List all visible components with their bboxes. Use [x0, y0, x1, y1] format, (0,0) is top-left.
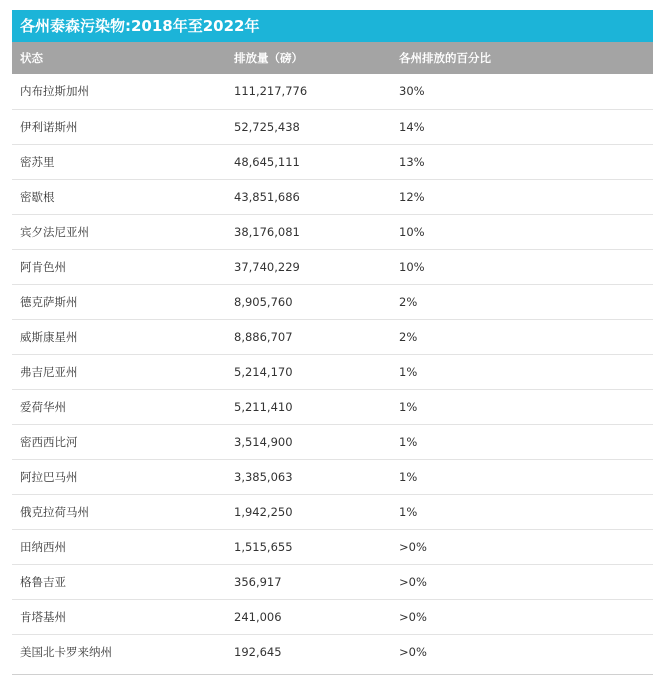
cell-percent: 14%: [399, 119, 425, 134]
table-row: [12, 319, 653, 354]
table-row: [12, 179, 653, 214]
cell-emissions: 192,645: [234, 644, 282, 659]
table-row: [12, 284, 653, 319]
cell-percent: 13%: [399, 154, 425, 169]
cell-percent: 30%: [399, 84, 425, 99]
cell-state: 内布拉斯加州: [20, 84, 89, 99]
cell-emissions: 43,851,686: [234, 189, 300, 204]
cell-state: 宾夕法尼亚州: [20, 224, 89, 239]
cell-state: 格鲁吉亚: [20, 574, 66, 589]
cell-state: 密西西比河: [20, 434, 78, 449]
cell-percent: 10%: [399, 259, 425, 274]
table-body: [12, 74, 653, 669]
table-row: [12, 634, 653, 669]
table-row: [12, 214, 653, 249]
cell-state: 田纳西州: [20, 539, 66, 554]
cell-emissions: 37,740,229: [234, 259, 300, 274]
cell-emissions: 1,942,250: [234, 504, 293, 519]
cell-state: 阿拉巴马州: [20, 469, 78, 484]
cell-emissions: 356,917: [234, 574, 282, 589]
cell-emissions: 52,725,438: [234, 119, 300, 134]
cell-percent: >0%: [399, 574, 427, 589]
table-row: [12, 529, 653, 564]
cell-emissions: 3,514,900: [234, 434, 293, 449]
cell-emissions: 8,886,707: [234, 329, 293, 344]
table-row: [12, 564, 653, 599]
cell-percent: 1%: [399, 364, 418, 379]
cell-state: 密苏里: [20, 154, 55, 169]
cell-percent: >0%: [399, 644, 427, 659]
table-row: [12, 389, 653, 424]
cell-percent: 10%: [399, 224, 425, 239]
cell-state: 阿肯色州: [20, 259, 66, 274]
cell-state: 爱荷华州: [20, 399, 66, 414]
cell-emissions: 48,645,111: [234, 154, 300, 169]
table-row: [12, 144, 653, 179]
table-row: [12, 494, 653, 529]
cell-state: 肯塔基州: [20, 609, 66, 624]
table-bottom-border: [12, 674, 653, 675]
cell-emissions: 38,176,081: [234, 224, 300, 239]
column-header-percent: 各州排放的百分比: [399, 51, 491, 65]
cell-percent: 2%: [399, 294, 418, 309]
cell-emissions: 241,006: [234, 609, 282, 624]
cell-state: 伊利诺斯州: [20, 119, 78, 134]
emissions-table: [12, 42, 653, 669]
cell-state: 威斯康星州: [20, 329, 78, 344]
cell-emissions: 5,211,410: [234, 399, 293, 414]
data-table-card: [12, 10, 653, 678]
cell-state: 德克萨斯州: [20, 294, 78, 309]
cell-percent: 2%: [399, 329, 418, 344]
column-header-state: 状态: [20, 51, 43, 65]
cell-state: 弗吉尼亚州: [20, 364, 78, 379]
cell-state: 俄克拉荷马州: [20, 504, 89, 519]
table-row: [12, 424, 653, 459]
cell-percent: 12%: [399, 189, 425, 204]
cell-state: 美国北卡罗来纳州: [20, 644, 112, 659]
table-row: [12, 354, 653, 389]
table-row: [12, 109, 653, 144]
table-row: [12, 599, 653, 634]
cell-emissions: 8,905,760: [234, 294, 293, 309]
cell-percent: 1%: [399, 434, 418, 449]
cell-percent: 1%: [399, 504, 418, 519]
cell-state: 密歇根: [20, 189, 55, 204]
cell-percent: >0%: [399, 609, 427, 624]
table-row: [12, 459, 653, 494]
header-row: [12, 42, 653, 74]
cell-percent: >0%: [399, 539, 427, 554]
table-title: 各州泰森污染物:2018年至2022年: [12, 10, 653, 42]
column-header-emissions: 排放量（磅）: [234, 51, 303, 65]
cell-emissions: 1,515,655: [234, 539, 293, 554]
cell-percent: 1%: [399, 469, 418, 484]
table-row: [12, 249, 653, 284]
table-row: [12, 74, 653, 109]
cell-emissions: 5,214,170: [234, 364, 293, 379]
cell-emissions: 111,217,776: [234, 84, 308, 99]
cell-emissions: 3,385,063: [234, 469, 293, 484]
cell-percent: 1%: [399, 399, 418, 414]
table-header: [12, 42, 653, 74]
